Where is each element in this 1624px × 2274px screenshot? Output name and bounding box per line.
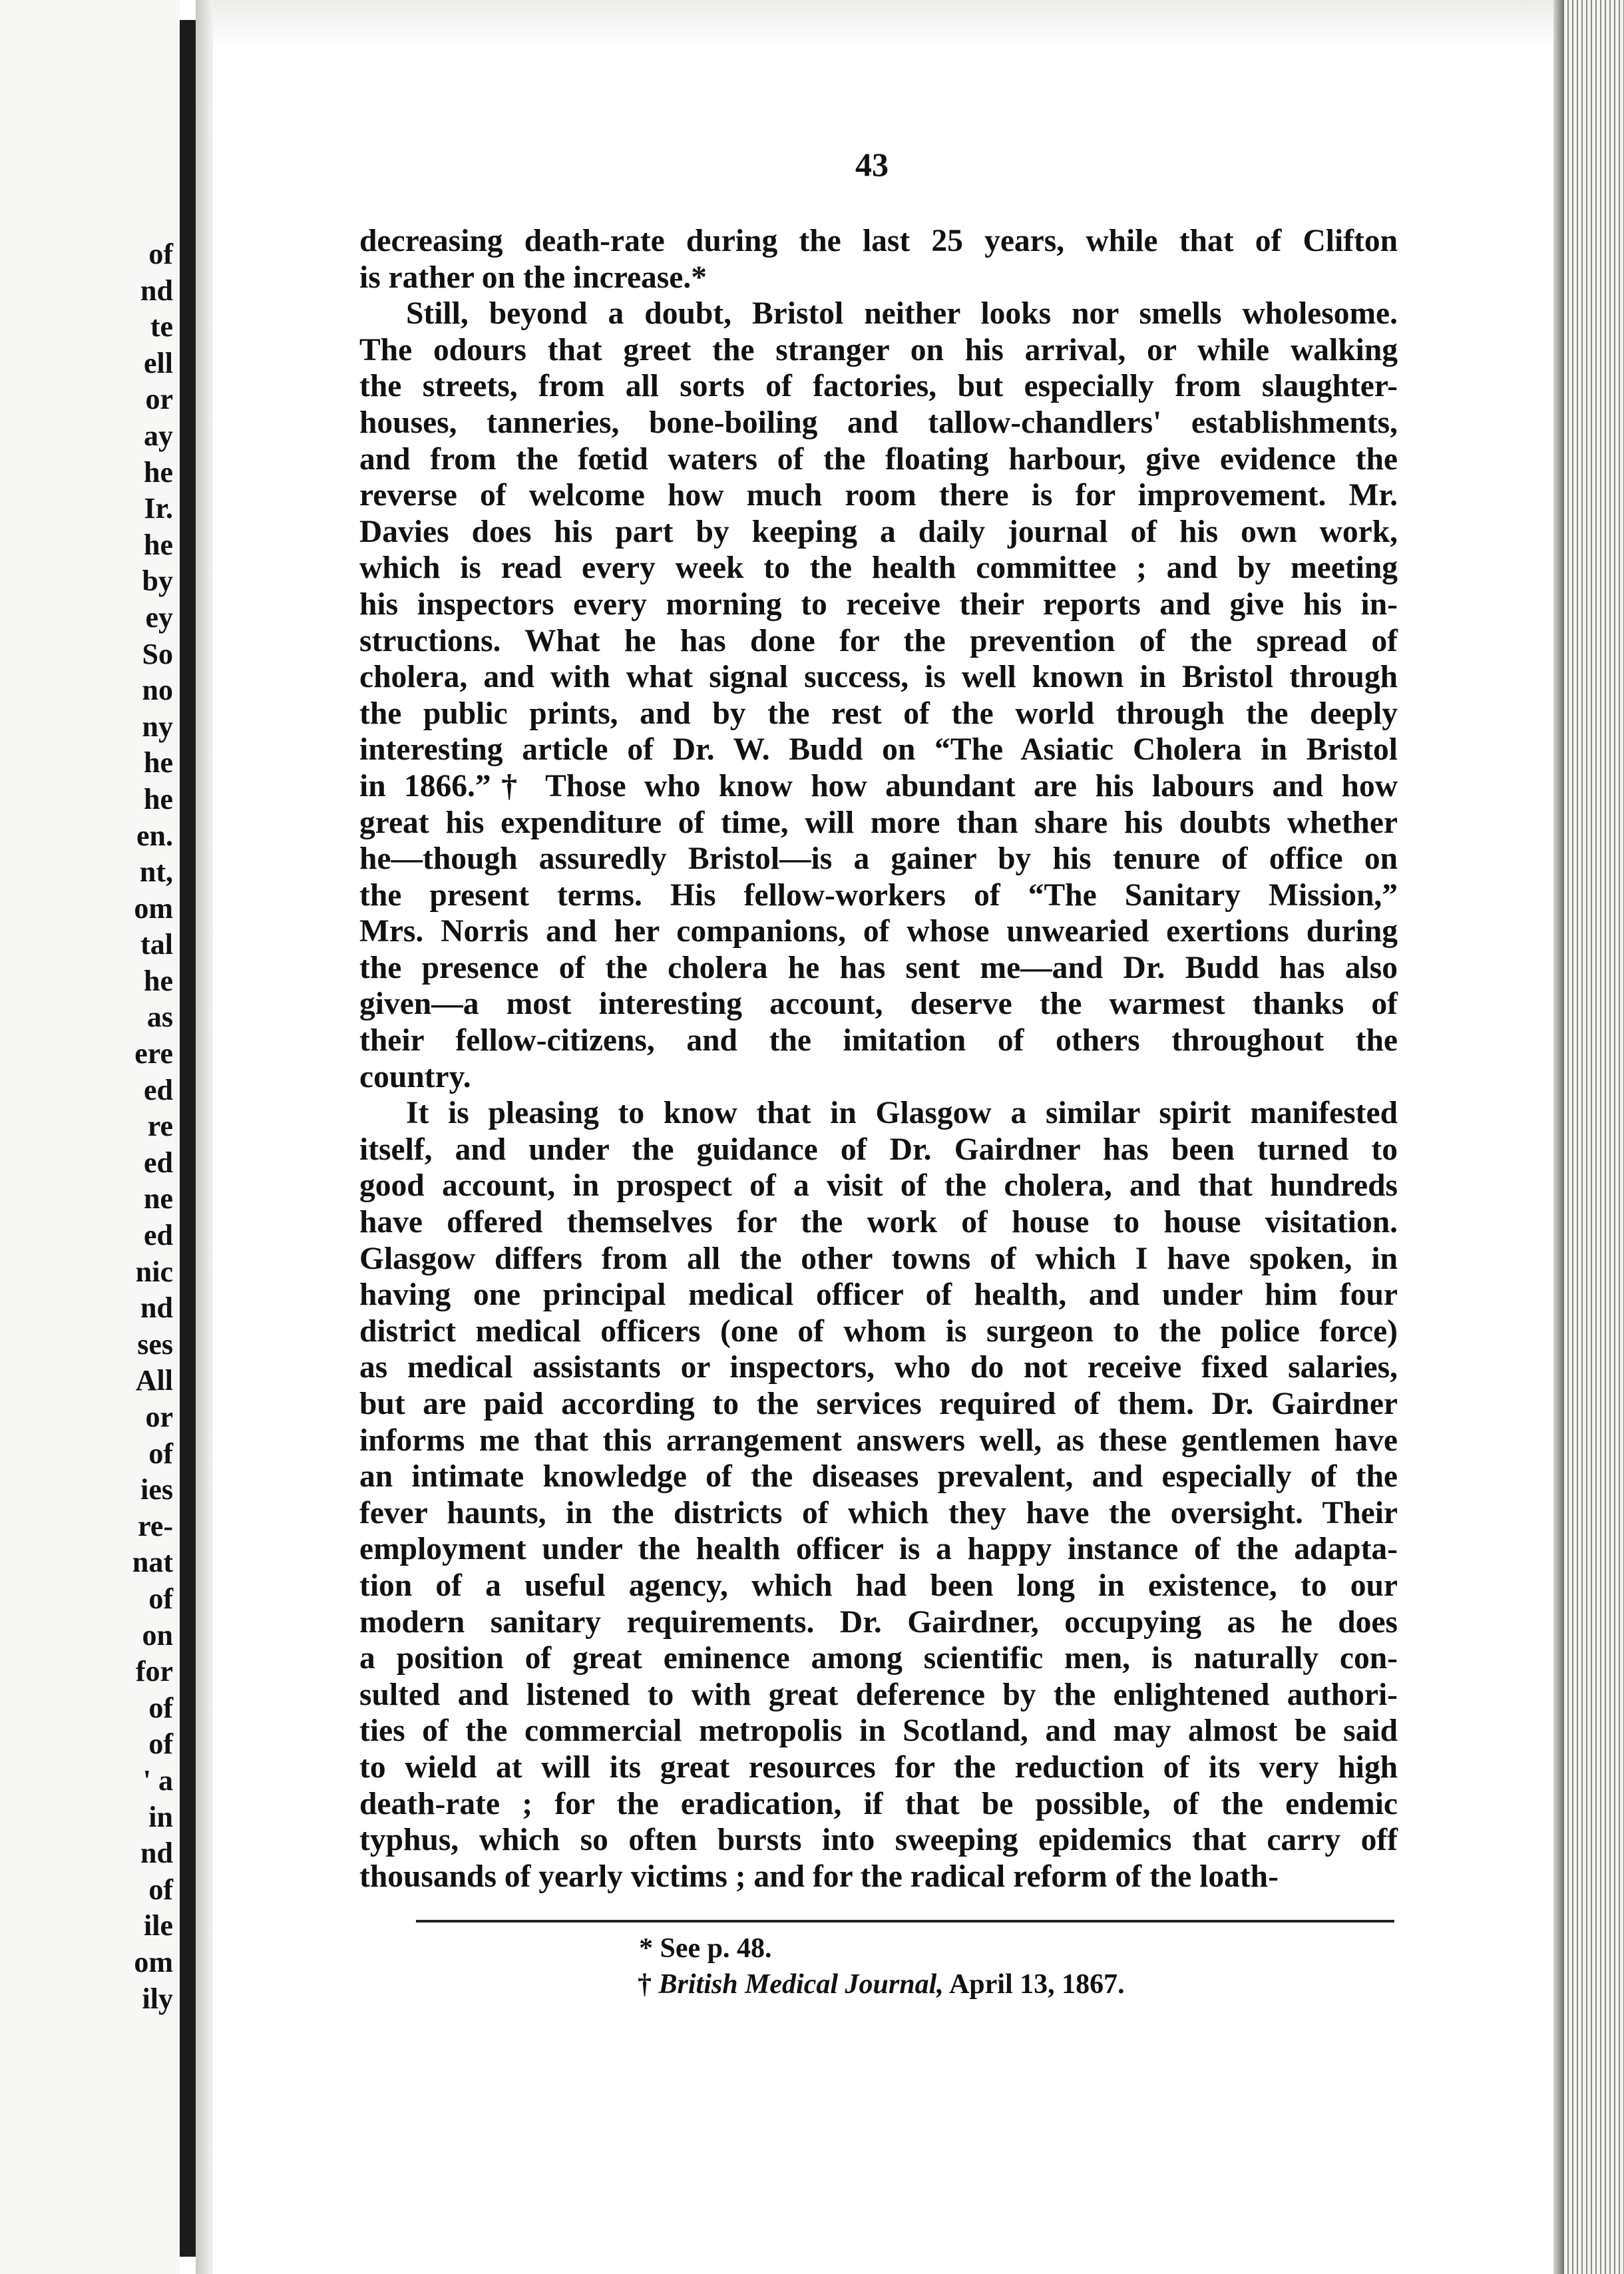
left-fragment-line: he [144,455,173,489]
body-line: their fellow-citizens, and the imitation of others throughout the [359,1023,1398,1058]
footnote-2-date: April 13, 1867. [948,1969,1125,2000]
left-page-fragment [0,0,180,2274]
left-fragment-line: for [135,1655,173,1688]
body-line: to wield at will its great resources for the reduction of its very high [359,1749,1398,1785]
left-fragment-line: ies [140,1473,173,1506]
body-line: Still, beyond a doubt, Bristol neither looks nor smells wholesome. [406,296,1398,332]
body-line: itself, and under the guidance of Dr. Gairdner has been turned to [359,1132,1398,1167]
left-fragment-line: om [134,891,173,925]
left-fragment-line: om [134,1945,173,1978]
body-line: employment under the health officer is a happy instance of the adapta- [359,1532,1398,1567]
body-line: country. [359,1059,471,1094]
left-fragment-line: of [148,1873,173,1906]
body-line: reverse of welcome how much room there is for improvement. Mr. [359,478,1398,513]
footnotes [639,1931,1438,2002]
left-fragment-line: of [148,1691,173,1724]
left-fragment-line: ell [144,346,173,379]
body-line: have offered themselves for the work of house to house visitation. [359,1205,1398,1240]
left-fragment-line: ne [144,1182,173,1216]
footnote-1: * See p. 48. [639,1933,772,1964]
body-line: death-rate ; for the eradication, if that be possible, of the endemic [359,1786,1398,1821]
left-fragment-line: ile [144,1909,173,1942]
left-fragment-line: re- [138,1509,173,1542]
body-line: in 1866.”† Those who know how abundant are his labours and how [359,768,1398,803]
footnote-2 [638,1966,1438,2002]
body-text [359,223,1398,1895]
page-number: 43 [855,146,889,183]
body-line: structions. What he has done for the prevention of the spread of [359,623,1398,658]
body-line: given—a most interesting account, deserve the warmest thanks of [359,987,1398,1022]
body-line: which is read every week to the health committee ; and by meeting [359,551,1398,586]
body-line: district medical officers (one of whom is surgeon to the police force) [359,1313,1398,1349]
left-fragment-line: ed [144,1219,173,1252]
left-fragment-line: nic [135,1255,173,1288]
body-line: informs me that this arrangement answers well, as these gentlemen have [359,1423,1398,1458]
left-fragment-line: on [142,1618,173,1652]
body-line: as medical assistants or inspectors, who do not receive fixed salaries, [359,1350,1398,1385]
page-edge-shadow [1553,0,1564,2274]
left-fragment-line: of [148,1582,173,1615]
left-fragment-line: or [145,383,173,416]
left-fragment-line: or [145,1401,173,1433]
body-line: the presence of the cholera he has sent me—and Dr. Budd has also [359,950,1398,985]
footnote-2-journal: British Medical Journal, [658,1969,944,2000]
body-line: the present terms. His fellow-workers of “The Sanitary Mission,” [359,877,1398,913]
left-fragment-line: ed [144,1146,173,1179]
left-fragment-line: by [142,565,173,598]
body-line: his inspectors every morning to receive their reports and give his in- [359,586,1398,622]
body-line: the public prints, and by the rest of the world through the deeply [359,696,1398,731]
left-fragment-line: in [148,1800,173,1833]
left-fragment-line: of [148,1437,173,1470]
left-fragment-line: te [150,310,173,343]
left-fragment-line: nd [140,274,173,307]
left-fragment-line: re [147,1110,173,1143]
body-line: houses, tanneries, bone-boiling and tallow-chandlers' establishments, [359,405,1398,440]
left-fragment-line: of [148,238,173,270]
body-line: sulted and listened to with great deference by the enlightened authori- [359,1677,1398,1712]
left-page-text-fragments [132,236,173,2017]
book-gutter [180,20,196,2257]
left-fragment-line: ' a [142,1763,173,1797]
left-fragment-line: ed [144,1073,173,1106]
left-fragment-line: he [144,782,173,815]
left-fragment-line: as [146,1001,173,1034]
body-line: having one principal medical officer of health, and under him four [359,1277,1398,1313]
body-line: the streets, from all sorts of factories, but especially from slaughter- [359,369,1398,404]
left-fragment-line: ses [137,1327,173,1361]
left-fragment-line: Ir. [144,492,173,525]
left-fragment-line: ere [134,1037,173,1070]
body-line: but are paid according to the services required of them. Dr. Gairdner [359,1387,1398,1421]
left-fragment-line: ny [142,710,173,743]
body-line: Mrs. Norris and her companions, of whose unwearied exertions during [359,914,1398,949]
page-edges [1564,0,1624,2274]
body-line: typhus, which so often bursts into sweeping epidemics that carry off [359,1823,1398,1858]
page-top-shading [213,0,1553,47]
left-fragment-line: ay [144,419,173,452]
body-line: It is pleasing to know that in Glasgow a similar spirit manifested [406,1096,1398,1131]
footnote-2-marker: † [638,1969,652,2000]
left-fragment-line: nd [140,1837,173,1870]
body-line: tion of a useful agency, which had been long in existence, to our [359,1568,1398,1603]
left-fragment-line: ey [145,600,173,634]
footnote-rule [416,1920,1394,1923]
body-line: cholera, and with what signal success, is well known in Bristol through [359,660,1398,695]
body-line: decreasing death-rate during the last 25 years, while that of Clifton [359,224,1398,258]
body-line: fever haunts, in the districts of which they have the oversight. Their [359,1495,1398,1530]
left-fragment-line: All [135,1364,173,1397]
left-fragment-line: he [144,746,173,780]
body-line: and from the fœtid waters of the floating harbour, give evidence the [359,441,1398,477]
left-fragment-line: So [142,637,173,670]
body-line: is rather on the increase.* [359,260,707,295]
body-line: The odours that greet the stranger on his arrival, or while walking [359,332,1398,367]
body-line: interesting article of Dr. W. Budd on “The Asiatic Cholera in Bristol [359,732,1398,768]
body-line: Glasgow differs from all the other towns of which I have spoken, in [359,1241,1398,1276]
left-fragment-line: ily [142,1982,173,2015]
left-fragment-line: tal [140,928,173,961]
body-line: Davies does his part by keeping a daily journal of his own work, [359,514,1398,549]
body-line: thousands of yearly victims ; and for the radical reform of the loath- [359,1859,1279,1894]
body-line: an intimate knowledge of the diseases prevalent, and especially of the [359,1459,1398,1494]
left-fragment-line: of [148,1727,173,1761]
body-line: a position of great eminence among scientific men, is naturally con- [359,1641,1398,1676]
left-fragment-line: nat [132,1546,173,1579]
left-fragment-line: nt, [139,855,173,889]
left-fragment-line: he [144,528,173,561]
left-fragment-line: no [142,674,173,707]
body-line: he—though assuredly Bristol—is a gainer by his tenure of office on [359,841,1398,877]
left-fragment-line: en. [136,819,173,852]
body-line: great his expenditure of time, will more than share his doubts whether [359,805,1398,840]
body-line: ties of the commercial metropolis in Scotland, and may almost be said [359,1713,1398,1749]
left-fragment-line: nd [140,1291,173,1325]
left-fragment-line: he [144,964,173,997]
gutter-shadow [196,0,213,2274]
body-line: modern sanitary requirements. Dr. Gairdner, occupying as he does [359,1604,1398,1640]
body-line: good account, in prospect of a visit of the cholera, and that hundreds [359,1168,1398,1204]
